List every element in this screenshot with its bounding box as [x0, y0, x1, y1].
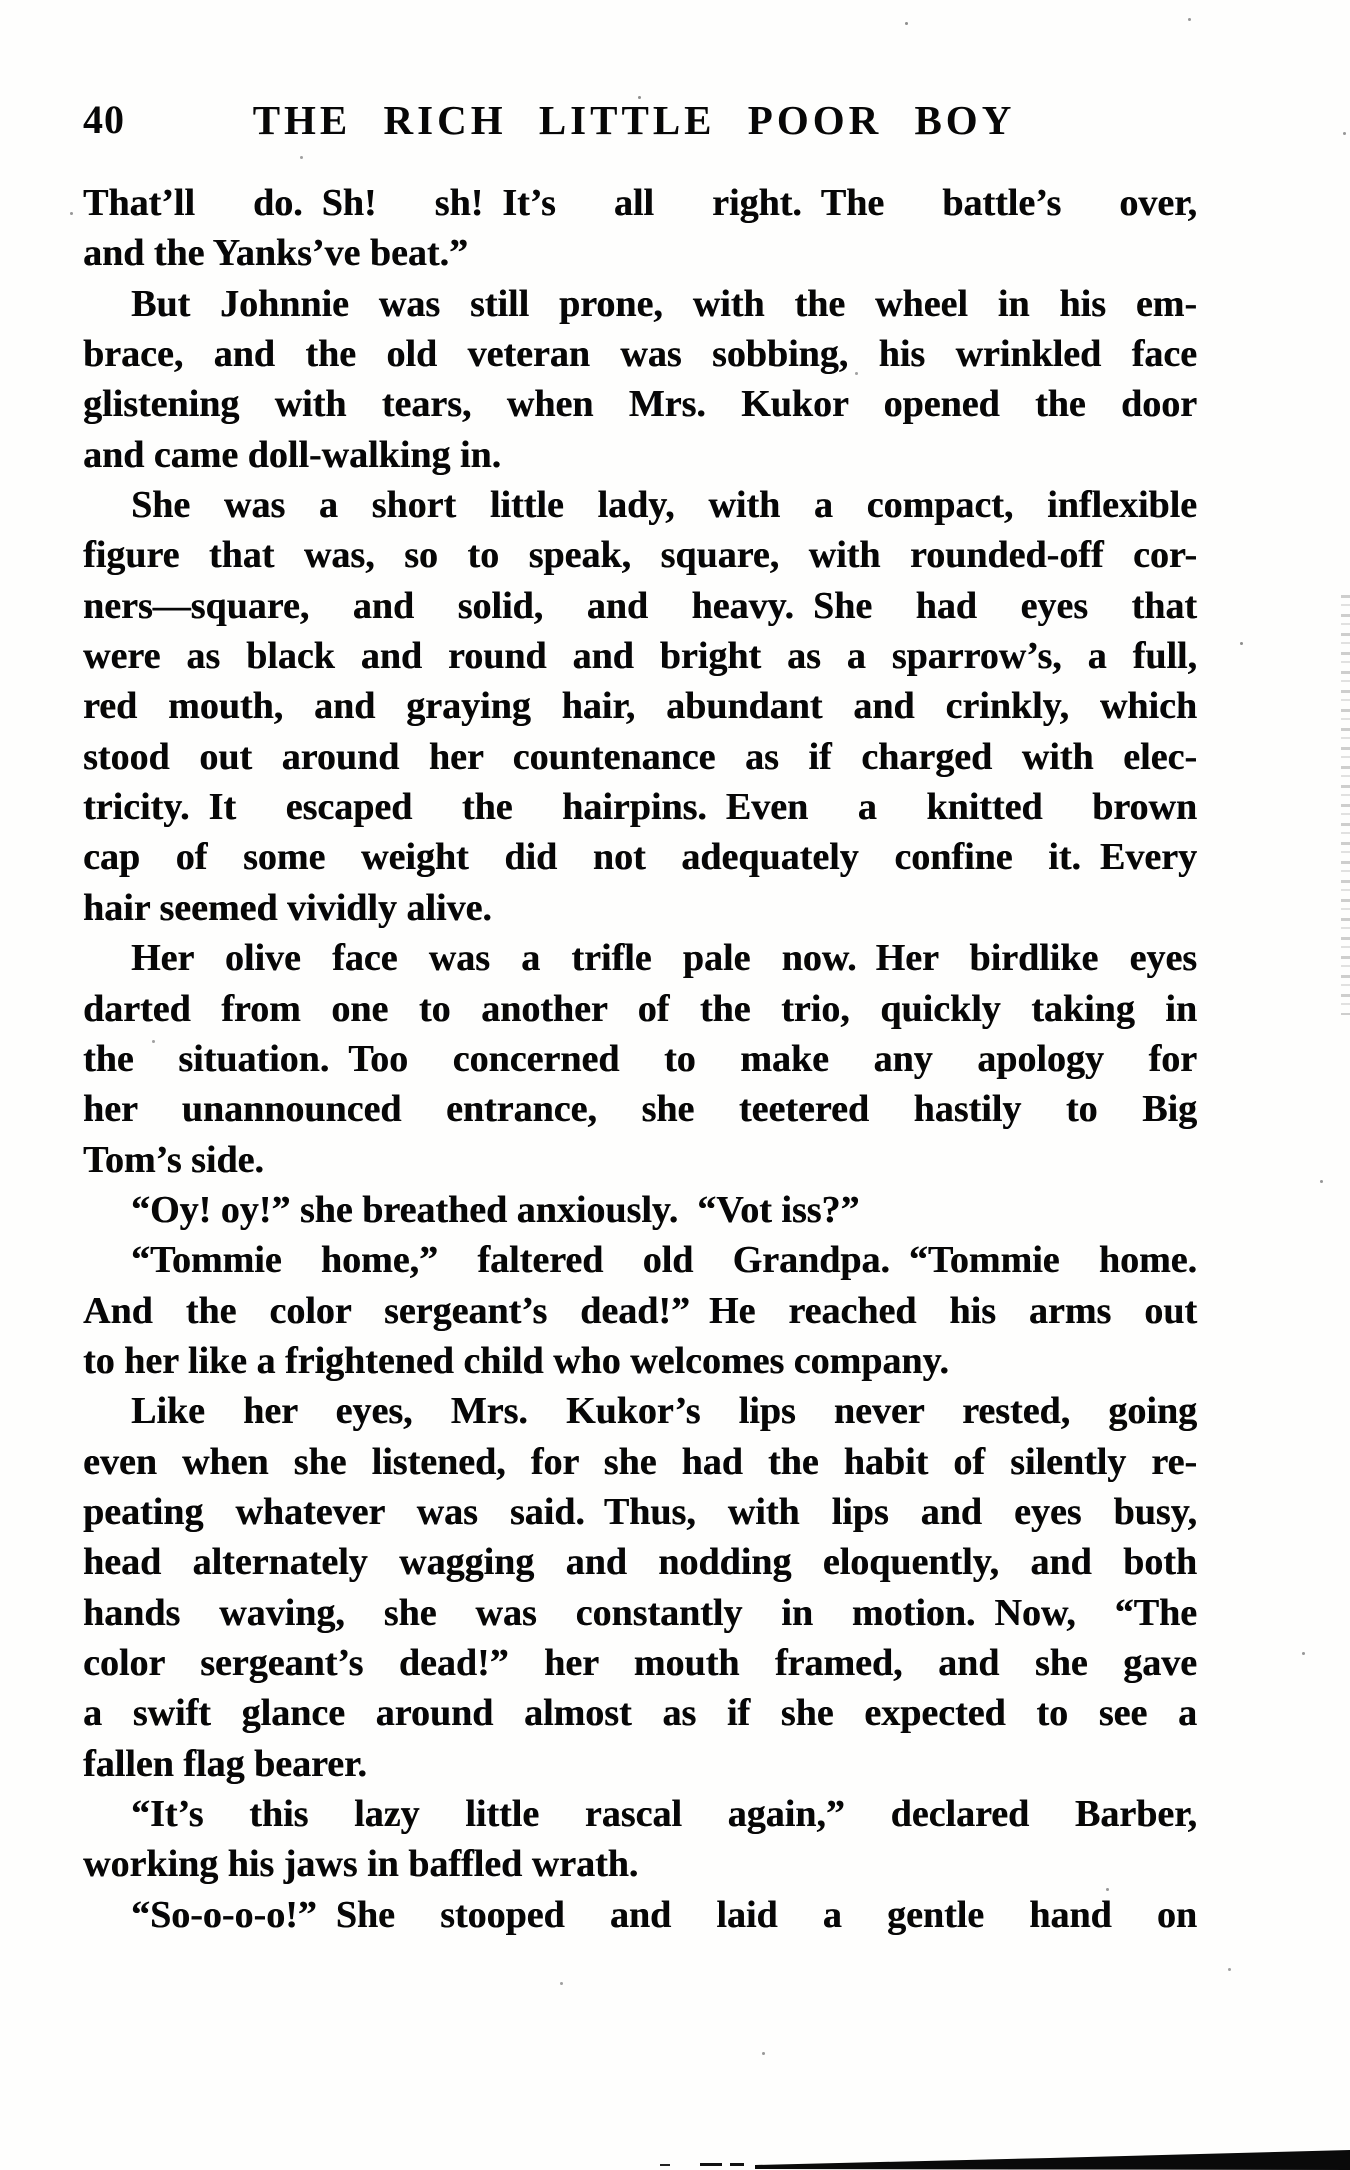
text-line: She was a short little lady, with a compact, inflexible	[131, 484, 1197, 527]
text-line: Like her eyes, Mrs. Kukor’s lips never rested, going	[131, 1390, 1197, 1433]
text-line: Tom’s side.	[83, 1138, 264, 1181]
text-line: tricity. It escaped the hairpins. Even a knitted brown	[83, 786, 1197, 829]
text-line: color sergeant’s dead!” her mouth framed, and she gave	[83, 1641, 1197, 1684]
text-line: and came doll-walking in.	[83, 433, 502, 476]
text-line: a swift glance around almost as if she expected to see a	[83, 1692, 1197, 1735]
text-line: “Tommie home,” faltered old Grandpa. “Tommie home.	[131, 1239, 1197, 1282]
text-line: to her like a frightened child who welcomes company.	[83, 1339, 949, 1382]
text-line: peating whatever was said. Thus, with lips and eyes busy,	[83, 1490, 1197, 1533]
text-line: brace, and the old veteran was sobbing, his wrinkled face	[83, 333, 1197, 376]
text-line: darted from one to another of the trio, quickly taking in	[83, 987, 1197, 1030]
text-line: hands waving, she was constantly in motion. Now, “The	[83, 1591, 1197, 1634]
text-line: even when she listened, for she had the habit of silently re-	[83, 1440, 1197, 1483]
text-line: her unannounced entrance, she teetered hastily to Big	[83, 1088, 1197, 1131]
text-line: That’ll do. Sh! sh! It’s all right. The battle’s over,	[83, 182, 1197, 224]
text-line: ners—square, and solid, and heavy. She had eyes that	[83, 584, 1197, 627]
text-line: were as black and round and bright as a sparrow’s, a full,	[83, 635, 1197, 678]
text-line: cap of some weight did not adequately confine it. Every	[83, 836, 1197, 879]
page-number: 40	[83, 97, 125, 142]
text-line: “Oy! oy!” she breathed anxiously. “Vot iss?”	[131, 1188, 860, 1231]
text-line: working his jaws in baffled wrath.	[83, 1843, 639, 1886]
text-line: Her olive face was a trifle pale now. Her birdlike eyes	[131, 937, 1197, 980]
text-line: head alternately wagging and nodding eloquently, and both	[83, 1541, 1197, 1584]
text-line: figure that was, so to speak, square, with rounded-off cor-	[83, 534, 1197, 577]
text-line: stood out around her countenance as if charged with elec-	[83, 735, 1197, 778]
text-line: the situation. Too concerned to make any apology for	[83, 1037, 1197, 1080]
text-line: “So-o-o-o!” She stooped and laid a gentle hand on	[131, 1893, 1197, 1936]
text-line: hair seemed vividly alive.	[83, 886, 492, 929]
text-line: And the color sergeant’s dead!” He reached his arms out	[83, 1289, 1197, 1332]
text-line: fallen flag bearer.	[83, 1742, 367, 1785]
running-title: THE RICH LITTLE POOR BOY	[252, 97, 1016, 143]
text-line: But Johnnie was still prone, with the wheel in his em-	[131, 282, 1197, 325]
text-line: glistening with tears, when Mrs. Kukor opened the door	[83, 383, 1197, 426]
text-line: red mouth, and graying hair, abundant and crinkly, which	[83, 685, 1197, 728]
text-line: “It’s this lazy little rascal again,” declared Barber,	[131, 1793, 1197, 1835]
text-line: and the Yanks’ve beat.”	[83, 232, 468, 275]
